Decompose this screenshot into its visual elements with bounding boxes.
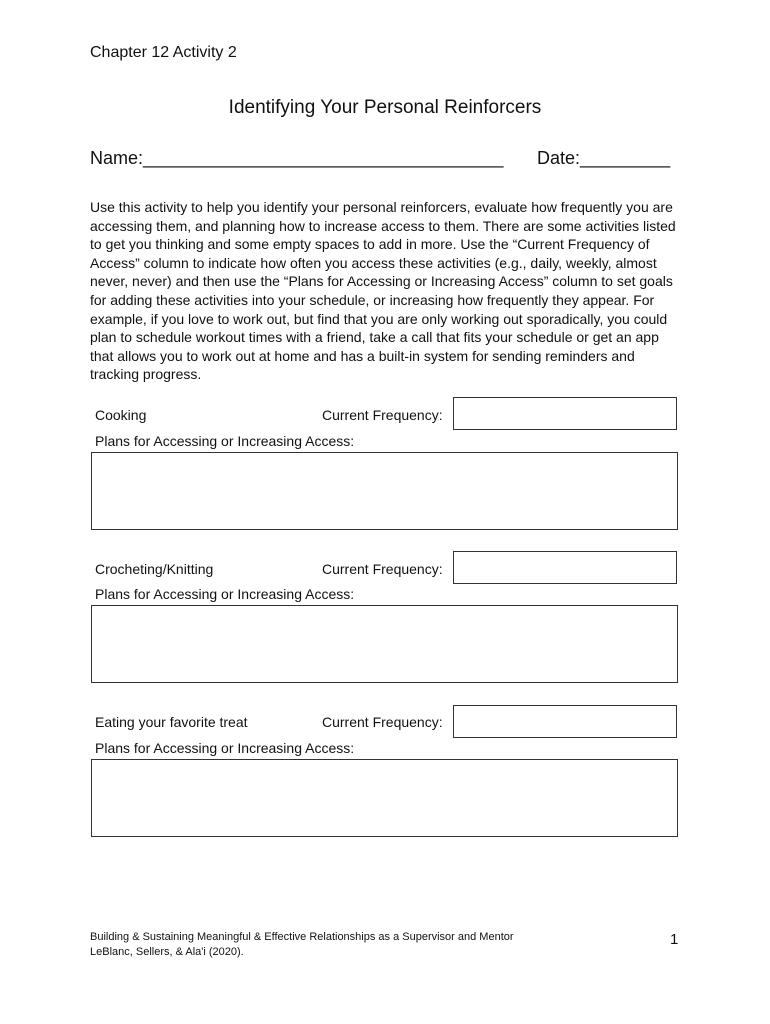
plans-label: Plans for Accessing or Increasing Access: xyxy=(95,433,355,449)
plans-input[interactable] xyxy=(91,452,678,530)
footer-citation xyxy=(90,930,514,960)
current-frequency-input[interactable] xyxy=(453,705,677,738)
current-frequency-input[interactable] xyxy=(453,551,677,584)
current-frequency-label: Current Frequency: xyxy=(322,407,443,423)
current-frequency-label: Current Frequency: xyxy=(322,714,443,730)
plans-input[interactable] xyxy=(91,605,678,683)
footer-line-1: Building & Sustaining Meaningful & Effective Relationships as a Supervisor and Mentor xyxy=(90,931,514,943)
activity-name-treat: Eating your favorite treat xyxy=(95,714,248,730)
instructions-paragraph: Use this activity to help you identify your personal reinforcers, evaluate how frequently you are accessing them, and planning how to increase access to them. There are some activities listed to get you thinking and some empty spaces to add in more. Use the “Current Frequency of Access” column to indicate how often you access these activities (e.g., daily, weekly, almost never, never) and then use the “Plans for Accessing or Increasing Access” column to set goals for adding these activities into your schedule, or increasing how frequently they appear. For example, if you love to work out, but find that you are only working out sporadically, you could plan to schedule workout times with a friend, take a call that fits your schedule or get an app that allows you to work out at home and has a built-in system for sending reminders and tracking progress. xyxy=(90,199,676,383)
page-title: Identifying Your Personal Reinforcers xyxy=(228,97,542,118)
plans-label: Plans for Accessing or Increasing Access: xyxy=(95,586,355,602)
current-frequency-label: Current Frequency: xyxy=(322,561,443,577)
chapter-heading: Chapter 12 Activity 2 xyxy=(90,44,237,61)
name-field[interactable]: Name:____________________________________ xyxy=(90,148,504,168)
page-number: 1 xyxy=(670,931,679,948)
plans-label: Plans for Accessing or Increasing Access: xyxy=(95,740,355,756)
plans-input[interactable] xyxy=(91,759,678,837)
date-field[interactable]: Date:_________ xyxy=(537,148,671,168)
current-frequency-input[interactable] xyxy=(453,397,677,430)
activity-name-cooking: Cooking xyxy=(95,407,147,423)
footer-line-2: LeBlanc, Sellers, & Ala'i (2020). xyxy=(90,946,244,958)
activity-name-crocheting: Crocheting/Knitting xyxy=(95,561,214,577)
